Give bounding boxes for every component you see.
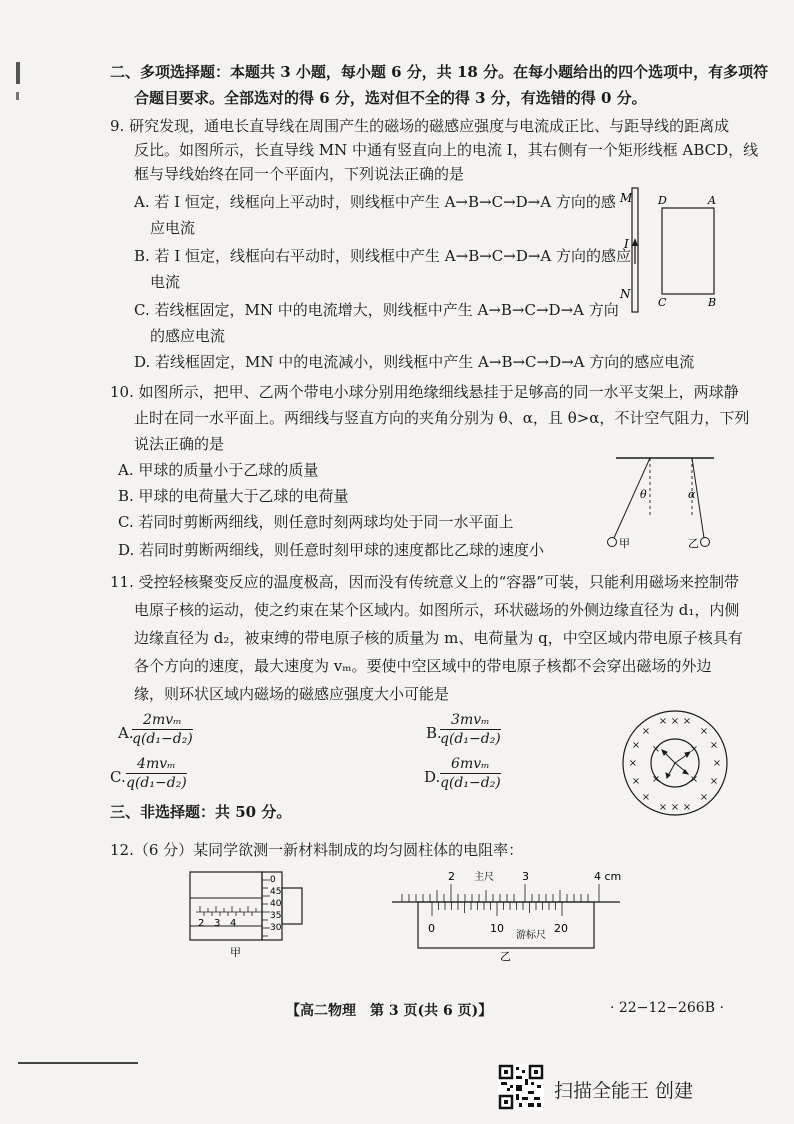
- rectangular-frame: [662, 208, 714, 294]
- fraction-numerator: 3mvₘ: [440, 712, 501, 730]
- svg-text:×: ×: [699, 726, 709, 737]
- label-yi: 乙: [688, 537, 699, 550]
- micrometer-caption: 甲: [230, 946, 241, 959]
- thimble-label: 45: [270, 887, 282, 897]
- svg-text:×: ×: [709, 740, 719, 751]
- q11-stem: 缘，则环状区域内磁场的磁感应强度大小可能是: [134, 685, 450, 703]
- q11-stem: 11. 受控轻核聚变反应的温度极高，因而没有传统意义上的“容器”可装，只能利用磁场来控制带: [110, 573, 739, 591]
- q11-option-c-fraction: [126, 756, 187, 791]
- q9-stem: 框与导线始终在同一个平面内，下列说法正确的是: [134, 165, 465, 183]
- velocity-arrows: [662, 750, 690, 778]
- q9-stem: 9. 研究发现，通电长直导线在周围产生的磁场的磁感应强度与电流成正比、与距导线的距离成: [110, 117, 730, 135]
- section3-title: 三、非选择题：共 50 分。: [110, 803, 292, 821]
- q9-option-c: C. 若线框固定，MN 中的电流增大，则线框中产生 A→B→C→D→A 方向: [134, 301, 619, 319]
- svg-text:×: ×: [651, 744, 661, 755]
- q11-option-a-label: A.: [118, 724, 134, 742]
- q10-hanging-balls-diagram: [600, 452, 724, 556]
- q11-ring-field-diagram: [620, 708, 730, 818]
- q9-stem: 反比。如图所示，长直导线 MN 中通有竖直向上的电流 I，其右侧有一个矩形线框 ABCD，线: [134, 141, 759, 159]
- fraction-denominator: q(d₁−d₂): [126, 775, 187, 791]
- vernier-caliper-diagram: [388, 866, 628, 962]
- ball-jia: [608, 538, 617, 547]
- svg-text:×: ×: [670, 716, 680, 727]
- svg-text:×: ×: [670, 802, 680, 813]
- q10-option-b: B. 甲球的电荷量大于乙球的电荷量: [118, 487, 349, 505]
- label-theta: θ: [640, 488, 647, 501]
- q11-option-c-label: C.: [110, 768, 126, 786]
- q9-option-a: A. 若 I 恒定，线框向上平动时，则线框中产生 A→B→C→D→A 方向的感: [134, 193, 616, 211]
- q11-stem: 电原子核的运动，使之约束在某个区域内。如图所示，环状磁场的外侧边缘直径为 d₁，内侧: [134, 601, 740, 619]
- sleeve-ticks: [200, 906, 256, 916]
- label-i: I: [624, 237, 629, 251]
- main-scale-ticks: [402, 884, 599, 902]
- svg-text:×: ×: [712, 758, 722, 769]
- main-scale-label: 3: [522, 870, 529, 883]
- svg-text:×: ×: [709, 776, 719, 787]
- scan-bottom-line: [18, 1062, 138, 1064]
- sleeve-label: 3: [214, 918, 221, 929]
- q10-stem: 止时在同一水平面上。两细线与竖直方向的夹角分别为 θ、α，且 θ>α，不计空气阻力，下列: [134, 409, 750, 427]
- page-footer-left: 【高二物理 第 3 页(共 6 页)】: [286, 1003, 493, 1019]
- svg-text:×: ×: [689, 774, 699, 785]
- fraction-denominator: q(d₁−d₂): [440, 775, 501, 791]
- thimble-label: 0: [270, 875, 276, 885]
- q9-option-c: 的感应电流: [150, 327, 226, 345]
- main-scale-name: 主尺: [474, 872, 494, 883]
- svg-text:×: ×: [628, 758, 638, 769]
- micrometer-ratchet: [282, 888, 302, 924]
- svg-text:×: ×: [699, 792, 709, 803]
- sleeve-label: 4: [230, 918, 237, 929]
- svg-text:×: ×: [682, 802, 692, 813]
- q10-option-c: C. 若同时剪断两细线，则任意时刻两球均处于同一水平面上: [118, 513, 514, 531]
- vernier-caption: 乙: [500, 950, 511, 962]
- svg-text:×: ×: [641, 792, 651, 803]
- svg-text:×: ×: [682, 716, 692, 727]
- fraction-numerator: 4mvₘ: [126, 756, 187, 774]
- page-footer-right: · 22−12−266B ·: [610, 1000, 724, 1016]
- q10-option-d: D. 若同时剪断两细线，则任意时刻甲球的速度都比乙球的速度小: [118, 541, 545, 559]
- fraction-denominator: q(d₁−d₂): [440, 731, 501, 747]
- thimble-ticks: [262, 880, 270, 936]
- q10-stem: 10. 如图所示，把甲、乙两个带电小球分别用绝缘细线悬挂于足够高的同一水平支架上，两球静: [110, 383, 739, 401]
- q10-stem: 说法正确的是: [134, 435, 225, 453]
- label-d: D: [658, 194, 667, 207]
- svg-text:×: ×: [689, 744, 699, 755]
- vernier-scale-label: 20: [554, 922, 568, 935]
- q9-option-b: B. 若 I 恒定，线框向右平动时，则线框中产生 A→B→C→D→A 方向的感应: [134, 247, 632, 265]
- vernier-scale-label: 10: [490, 922, 504, 935]
- sleeve-label: 2: [198, 918, 205, 929]
- q9-wire-frame-diagram: [618, 186, 728, 316]
- micrometer-frame: [190, 872, 262, 940]
- q11-stem: 各个方向的速度，最大速度为 vₘ。要使中空区域中的带电原子核都不会穿出磁场的外边: [134, 657, 712, 675]
- q12-stem: 12.（6 分）某同学欲测一新材料制成的均匀圆柱体的电阻率：: [110, 841, 524, 859]
- svg-text:×: ×: [658, 716, 668, 727]
- thimble-label: 40: [270, 899, 282, 909]
- thimble-label: 30: [270, 923, 282, 933]
- label-c: C: [658, 296, 667, 309]
- main-scale-label: 4 cm: [594, 870, 622, 883]
- vernier-scale-name: 游标尺: [516, 930, 546, 941]
- label-n: N: [620, 287, 631, 301]
- q11-option-d-fraction: [440, 756, 501, 791]
- main-scale-label: 2: [448, 870, 455, 883]
- q9-option-b: 电流: [150, 273, 181, 291]
- vernier-scale-ticks: [432, 902, 562, 916]
- q11-option-b-fraction: [440, 712, 501, 747]
- svg-text:×: ×: [631, 776, 641, 787]
- q11-option-d-label: D.: [424, 768, 441, 786]
- vernier-scale-label: 0: [428, 922, 435, 935]
- fraction-denominator: q(d₁−d₂): [132, 731, 193, 747]
- current-arrow-head: [632, 238, 638, 246]
- label-alpha: α: [688, 488, 696, 501]
- label-a: A: [708, 194, 716, 207]
- label-jia: 甲: [619, 537, 630, 550]
- label-m: M: [620, 191, 633, 205]
- qr-code-icon: [498, 1064, 544, 1110]
- svg-text:×: ×: [641, 726, 651, 737]
- svg-text:×: ×: [651, 774, 661, 785]
- scan-margin-mark: [16, 92, 19, 100]
- field-into-page-marks: [629, 716, 721, 813]
- fraction-numerator: 6mvₘ: [440, 756, 501, 774]
- q9-option-d: D. 若线框固定，MN 中的电流减小，则线框中产生 A→B→C→D→A 方向的感应电流: [134, 353, 695, 371]
- svg-text:×: ×: [631, 740, 641, 751]
- fraction-numerator: 2mvₘ: [132, 712, 193, 730]
- micrometer-diagram: [186, 868, 306, 960]
- scan-margin-mark: [16, 62, 20, 84]
- section2-line2: 合题目要求。全部选对的得 6 分，选对但不全的得 3 分，有选错的得 0 分。: [134, 89, 647, 107]
- q11-stem: 边缘直径为 d₂，被束缚的带电原子核的质量为 m、电荷量为 q，中空区域内带电原子核具有: [134, 629, 743, 647]
- svg-text:×: ×: [658, 802, 668, 813]
- q10-option-a: A. 甲球的质量小于乙球的质量: [118, 461, 319, 479]
- ball-yi: [701, 538, 710, 547]
- thimble-label: 35: [270, 911, 282, 921]
- q11-option-b-label: B.: [426, 724, 442, 742]
- label-b: B: [708, 296, 717, 309]
- section2-line1: 二、多项选择题：本题共 3 小题，每小题 6 分，共 18 分。在每小题给出的四个选项中，有多项符: [110, 63, 769, 81]
- q11-option-a-fraction: [132, 712, 193, 747]
- q9-option-a: 应电流: [150, 219, 196, 237]
- scanner-watermark: 扫描全能王 创建: [554, 1080, 694, 1102]
